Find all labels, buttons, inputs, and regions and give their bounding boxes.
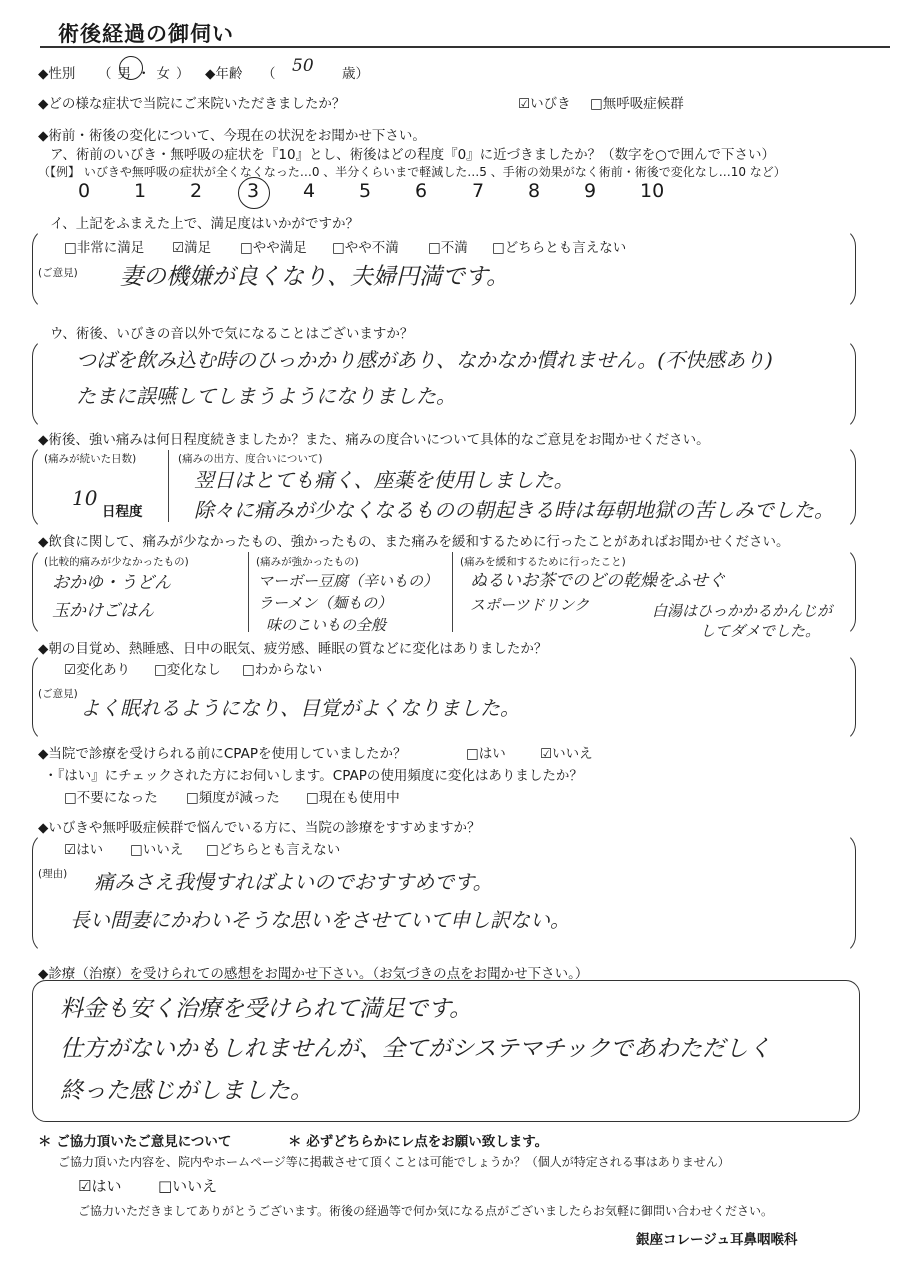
sleep-opinion-label: (ご意見) [38,688,78,700]
scale-3[interactable]: 3 [247,180,260,202]
change-sub-a: ア、術前のいびき・無呼吸の症状を『10』とし、術後はどの程度『0』に近づきましたか？（数字を○で囲んで下さい） [50,147,775,163]
scale-5[interactable]: 5 [359,180,372,202]
age-value[interactable]: 50 [292,56,314,76]
sleep-opinion[interactable]: よく眠れるようになり、目覚がよくなりました。 [80,696,520,720]
satisfaction-opinion[interactable]: 妻の機嫌が良くなり、夫婦円満です。 [120,264,510,290]
recommend-reason-2[interactable]: 長い間妻にかわいそうな思いをさせていて申し訳ない。 [70,908,570,932]
page-title: 術後経過の御伺い [58,22,234,46]
food-relief-3[interactable]: 白湯はひっかかるかんじが [652,602,833,620]
clinic-name: 銀座コレージュ耳鼻咽喉科 [636,1232,798,1248]
change-example: （【例】 いびきや無呼吸の症状が全くなくなった…0 、半分くらいまで軽減した…5 、手術の効果がなく術前・術後で変化なし…10 など） [38,165,786,179]
severity-scale [0,180,900,210]
consent-yes[interactable]: ☑はい [78,1177,122,1195]
pain-days-value[interactable]: 10 [72,486,98,510]
food-less-pain-label: (比較的痛みが少なかったもの) [44,556,189,568]
impression-line-2[interactable]: 仕方がないかもしれませんが、全てがシステマチックであわただしく [60,1036,772,1062]
sat-neutral[interactable]: □どちらとも言えない [492,240,627,256]
food-less-pain-2[interactable]: 玉かけごはん [52,601,154,621]
sleep-unknown[interactable]: □わからない [242,662,323,678]
food-relief-2[interactable]: スポーツドリンク [470,596,590,614]
cpap-still-using[interactable]: □現在も使用中 [306,790,400,806]
scale-3-circle [238,177,270,209]
recommend-reason-1[interactable]: 痛みさえ我慢すればよいのでおすすめです。 [94,870,493,894]
symptom-snoring-checkbox[interactable]: ☑いびき [518,96,571,112]
scale-4[interactable]: 4 [303,180,316,202]
recommend-question: ◆いびきや無呼吸症候群で悩んでいる方に、当院の診療をすすめますか？ [38,820,481,836]
scale-0[interactable]: 0 [78,180,91,202]
cpap-reduced[interactable]: □頻度が減った [186,790,280,806]
food-divider-2 [452,552,453,632]
symptoms-question: ◆どの様な症状で当院にご来院いただきましたか？ [38,96,346,112]
food-more-pain-2[interactable]: ラーメン（麺もの） [258,594,393,612]
scale-8[interactable]: 8 [528,180,541,202]
cpap-yes[interactable]: □はい [466,746,506,762]
sleep-no-change[interactable]: □変化なし [154,662,221,678]
gender-options[interactable]: （男・女） [98,66,196,82]
change-question: ◆術前・術後の変化について、今現在の状況をお聞かせ下さい。 [38,128,426,144]
food-more-pain-3[interactable]: 味のこいもの全般 [266,616,387,634]
sleep-changed[interactable]: ☑変化あり [64,662,131,678]
food-question: ◆飲食に関して、痛みが少なかったもの、強かったもの、また痛みを緩和するために行ったことがあればお聞かせください。 [38,534,790,550]
food-relief-label: (痛みを緩和するために行ったこと) [460,556,626,568]
scale-2[interactable]: 2 [190,180,203,202]
sat-somewhat-dissatisfied[interactable]: □やや不満 [332,240,399,256]
food-more-pain-label: (痛みが強かったもの) [256,556,359,568]
scale-9[interactable]: 9 [584,180,597,202]
satisfaction-question: イ、上記をふまえた上で、満足度はいかがですか？ [50,216,360,232]
pain-detail-label: (痛みの出方、度合いについて) [178,453,323,465]
gender-male-circle [119,56,143,80]
sleep-question: ◆朝の目覚め、熱睡感、日中の眠気、疲労感、睡眠の質などに変化はありましたか？ [38,641,548,657]
age-open: （ [262,66,276,82]
gender-label: ◆性別 [38,66,76,82]
footer-thanks: ご協力いただきましてありがとうございます。術後の経過等で何か気になる点がございましたらお気軽に御問い合わせください。 [78,1204,774,1218]
consent-heading: ＊ ご協力頂いたご意見について [38,1134,232,1150]
scale-7[interactable]: 7 [472,180,485,202]
consent-no[interactable]: □いいえ [158,1177,218,1195]
impression-line-1[interactable]: 料金も安く治療を受けられて満足です。 [60,996,473,1022]
scale-1[interactable]: 1 [134,180,147,202]
title-underline [40,46,890,48]
age-close: 歳） [342,66,369,82]
concern-line-2[interactable]: たまに誤嚥してしまうようになりました。 [76,384,456,408]
pain-detail-line-2[interactable]: 除々に痛みが少なくなるものの朝起きる時は毎朝地獄の苦しみでした。 [194,498,834,522]
pain-detail-line-1[interactable]: 翌日はとても痛く、座薬を使用しました。 [194,468,574,492]
scale-10[interactable]: 10 [640,180,665,202]
pain-question: ◆術後、強い痛みは何日程度続きましたか？また、痛みの度合いについて具体的なご意見をお聞かせください。 [38,432,710,448]
food-more-pain-1[interactable]: マーボー豆腐（辛いもの） [258,572,439,590]
scale-6[interactable]: 6 [415,180,428,202]
pain-days-label: (痛みが続いた日数) [44,453,137,465]
impression-question: ◆診療（治療）を受けられての感想をお聞かせ下さい。（お気づきの点をお聞かせ下さい。） [38,966,589,982]
sat-satisfied[interactable]: ☑満足 [172,240,212,256]
recommend-reason-label: (理由) [38,868,68,880]
pain-divider [168,450,169,522]
consent-question: ご協力頂いた内容を、院内やホームページ等に掲載させて頂くことは可能でしょうか？（個人が特定される事はありません） [58,1155,730,1169]
age-label: ◆年齢 [205,66,243,82]
recommend-no[interactable]: □いいえ [130,842,184,858]
food-less-pain-1[interactable]: おかゆ・うどん [52,573,171,593]
sat-somewhat-satisfied[interactable]: □やや満足 [240,240,307,256]
concern-line-1[interactable]: つばを飲み込む時のひっかかり感があり、なかなか慣れません。(不快感あり) [76,348,773,372]
recommend-neutral[interactable]: □どちらとも言えない [206,842,341,858]
cpap-sub-question: ・『はい』にチェックされた方にお伺いします。CPAPの使用頻度に変化はありましたか？ [44,768,583,784]
impression-line-3[interactable]: 終った感じがしました。 [60,1078,313,1104]
cpap-no[interactable]: ☑いいえ [540,746,593,762]
concern-question: ウ、術後、いびきの音以外で気になることはございますか？ [50,326,414,342]
cpap-not-needed[interactable]: □不要になった [64,790,158,806]
pain-days-unit: 日程度 [102,504,143,520]
symptom-apnea-checkbox[interactable]: □無呼吸症候群 [590,96,684,112]
sat-dissatisfied[interactable]: □不満 [428,240,468,256]
consent-instruction: ＊ 必ずどちらかにレ点をお願い致します。 [288,1134,549,1150]
food-relief-4[interactable]: してダメでした。 [700,622,821,640]
recommend-yes[interactable]: ☑はい [64,842,104,858]
sat-very-satisfied[interactable]: □非常に満足 [64,240,145,256]
food-relief-1[interactable]: ぬるいお茶でのどの乾燥をふせぐ [470,571,725,591]
cpap-question: ◆当院で診療を受けられる前にCPAPを使用していましたか？ [38,746,407,762]
satisfaction-opinion-label: (ご意見) [38,267,78,279]
food-divider-1 [248,552,249,632]
